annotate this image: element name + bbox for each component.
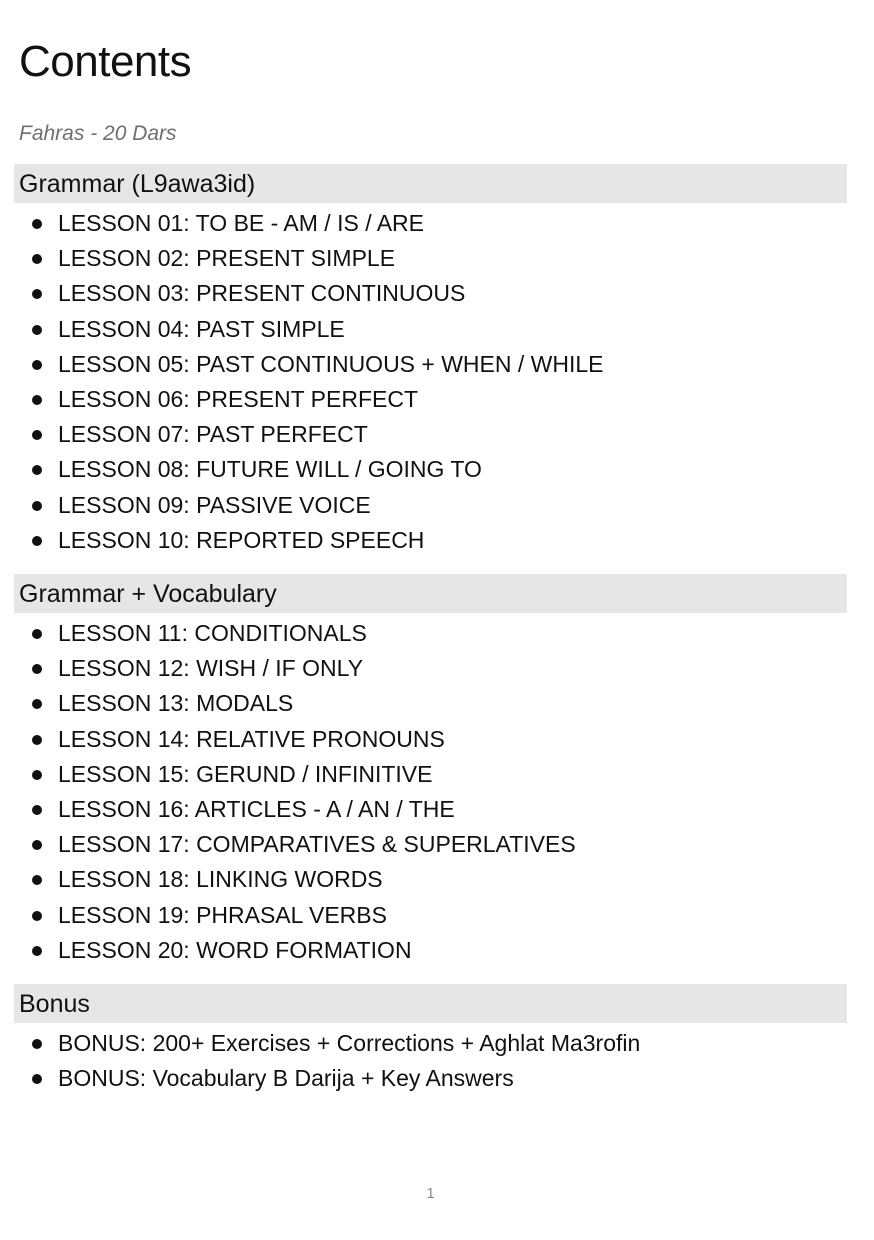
list-item [14,382,847,417]
bullet-icon [32,770,42,780]
list-item [14,862,847,897]
list-item [14,722,847,757]
list-item [14,347,847,382]
list-item-label: LESSON 14: RELATIVE PRONOUNS [58,725,445,752]
list-item-label: LESSON 16: ARTICLES - A / AN / THE [58,795,455,822]
list-item-label: LESSON 02: PRESENT SIMPLE [58,245,396,272]
bullet-icon [32,699,42,709]
bullet-icon [32,911,42,921]
bullet-icon [32,254,42,264]
bullet-icon [32,1074,42,1084]
bullet-icon [32,875,42,885]
bullet-icon [32,536,42,546]
lesson-list [14,206,847,558]
list-item [14,1026,847,1061]
list-item-label: LESSON 18: LINKING WORDS [58,866,383,893]
list-item-label: LESSON 05: PAST CONTINUOUS + WHEN / WHILE [58,350,604,377]
list-item-label: LESSON 04: PAST SIMPLE [58,315,345,342]
list-item-label: LESSON 15: GERUND / INFINITIVE [58,760,433,787]
section-grammar-vocabulary [14,574,847,968]
section-heading: Bonus [14,984,847,1023]
page-subtitle: Fahras - 20 Dars [19,122,177,145]
list-item [14,312,847,347]
list-item [14,488,847,523]
list-item [14,651,847,686]
lesson-list [14,616,847,968]
bullet-icon [32,840,42,850]
section-heading: Grammar + Vocabulary [14,574,847,613]
list-item-label: BONUS: Vocabulary B Darija + Key Answers [58,1065,514,1092]
bullet-icon [32,219,42,229]
list-item [14,452,847,487]
list-item [14,686,847,721]
bullet-icon [32,360,42,370]
bullet-icon [32,430,42,440]
list-item-label: BONUS: 200+ Exercises + Corrections + Aghlat Ma3rofin [58,1030,641,1056]
list-item-label: LESSON 01: TO BE - AM / IS / ARE [58,210,425,236]
bullet-icon [32,395,42,405]
list-item [14,206,847,241]
list-item [14,417,847,452]
list-item-label: LESSON 11: CONDITIONALS [58,620,367,646]
page-title: Contents [19,37,192,86]
bullet-icon [32,629,42,639]
list-item-label: LESSON 06: PRESENT PERFECT [58,385,419,412]
list-item [14,523,847,558]
list-item-label: LESSON 13: MODALS [58,690,294,717]
list-item-label: LESSON 20: WORD FORMATION [58,936,412,963]
bullet-icon [32,325,42,335]
list-item-label: LESSON 12: WISH / IF ONLY [58,655,364,682]
section-grammar [14,164,847,558]
list-item-label: LESSON 19: PHRASAL VERBS [58,901,387,928]
bullet-icon [32,664,42,674]
list-item-label: LESSON 03: PRESENT CONTINUOUS [58,280,466,307]
bullet-icon [32,946,42,956]
list-item [14,616,847,651]
section-heading: Grammar (L9awa3id) [14,164,847,203]
list-item [14,827,847,862]
list-item-label: LESSON 09: PASSIVE VOICE [58,491,371,518]
bullet-icon [32,465,42,475]
page-number: 1 [426,1185,435,1202]
list-item-label: LESSON 17: COMPARATIVES & SUPERLATIVES [58,831,576,858]
list-item [14,933,847,968]
list-item-label: LESSON 07: PAST PERFECT [58,421,368,448]
list-item [14,757,847,792]
section-bonus [14,984,847,1096]
list-item-label: LESSON 10: REPORTED SPEECH [58,526,425,553]
list-item [14,276,847,311]
list-item-label: LESSON 08: FUTURE WILL / GOING TO [58,456,482,483]
list-item [14,898,847,933]
bullet-icon [32,1039,42,1049]
bullet-icon [32,289,42,299]
bonus-list [14,1026,847,1096]
list-item [14,1061,847,1096]
bullet-icon [32,735,42,745]
list-item [14,792,847,827]
bullet-icon [32,805,42,815]
list-item [14,241,847,276]
bullet-icon [32,501,42,511]
